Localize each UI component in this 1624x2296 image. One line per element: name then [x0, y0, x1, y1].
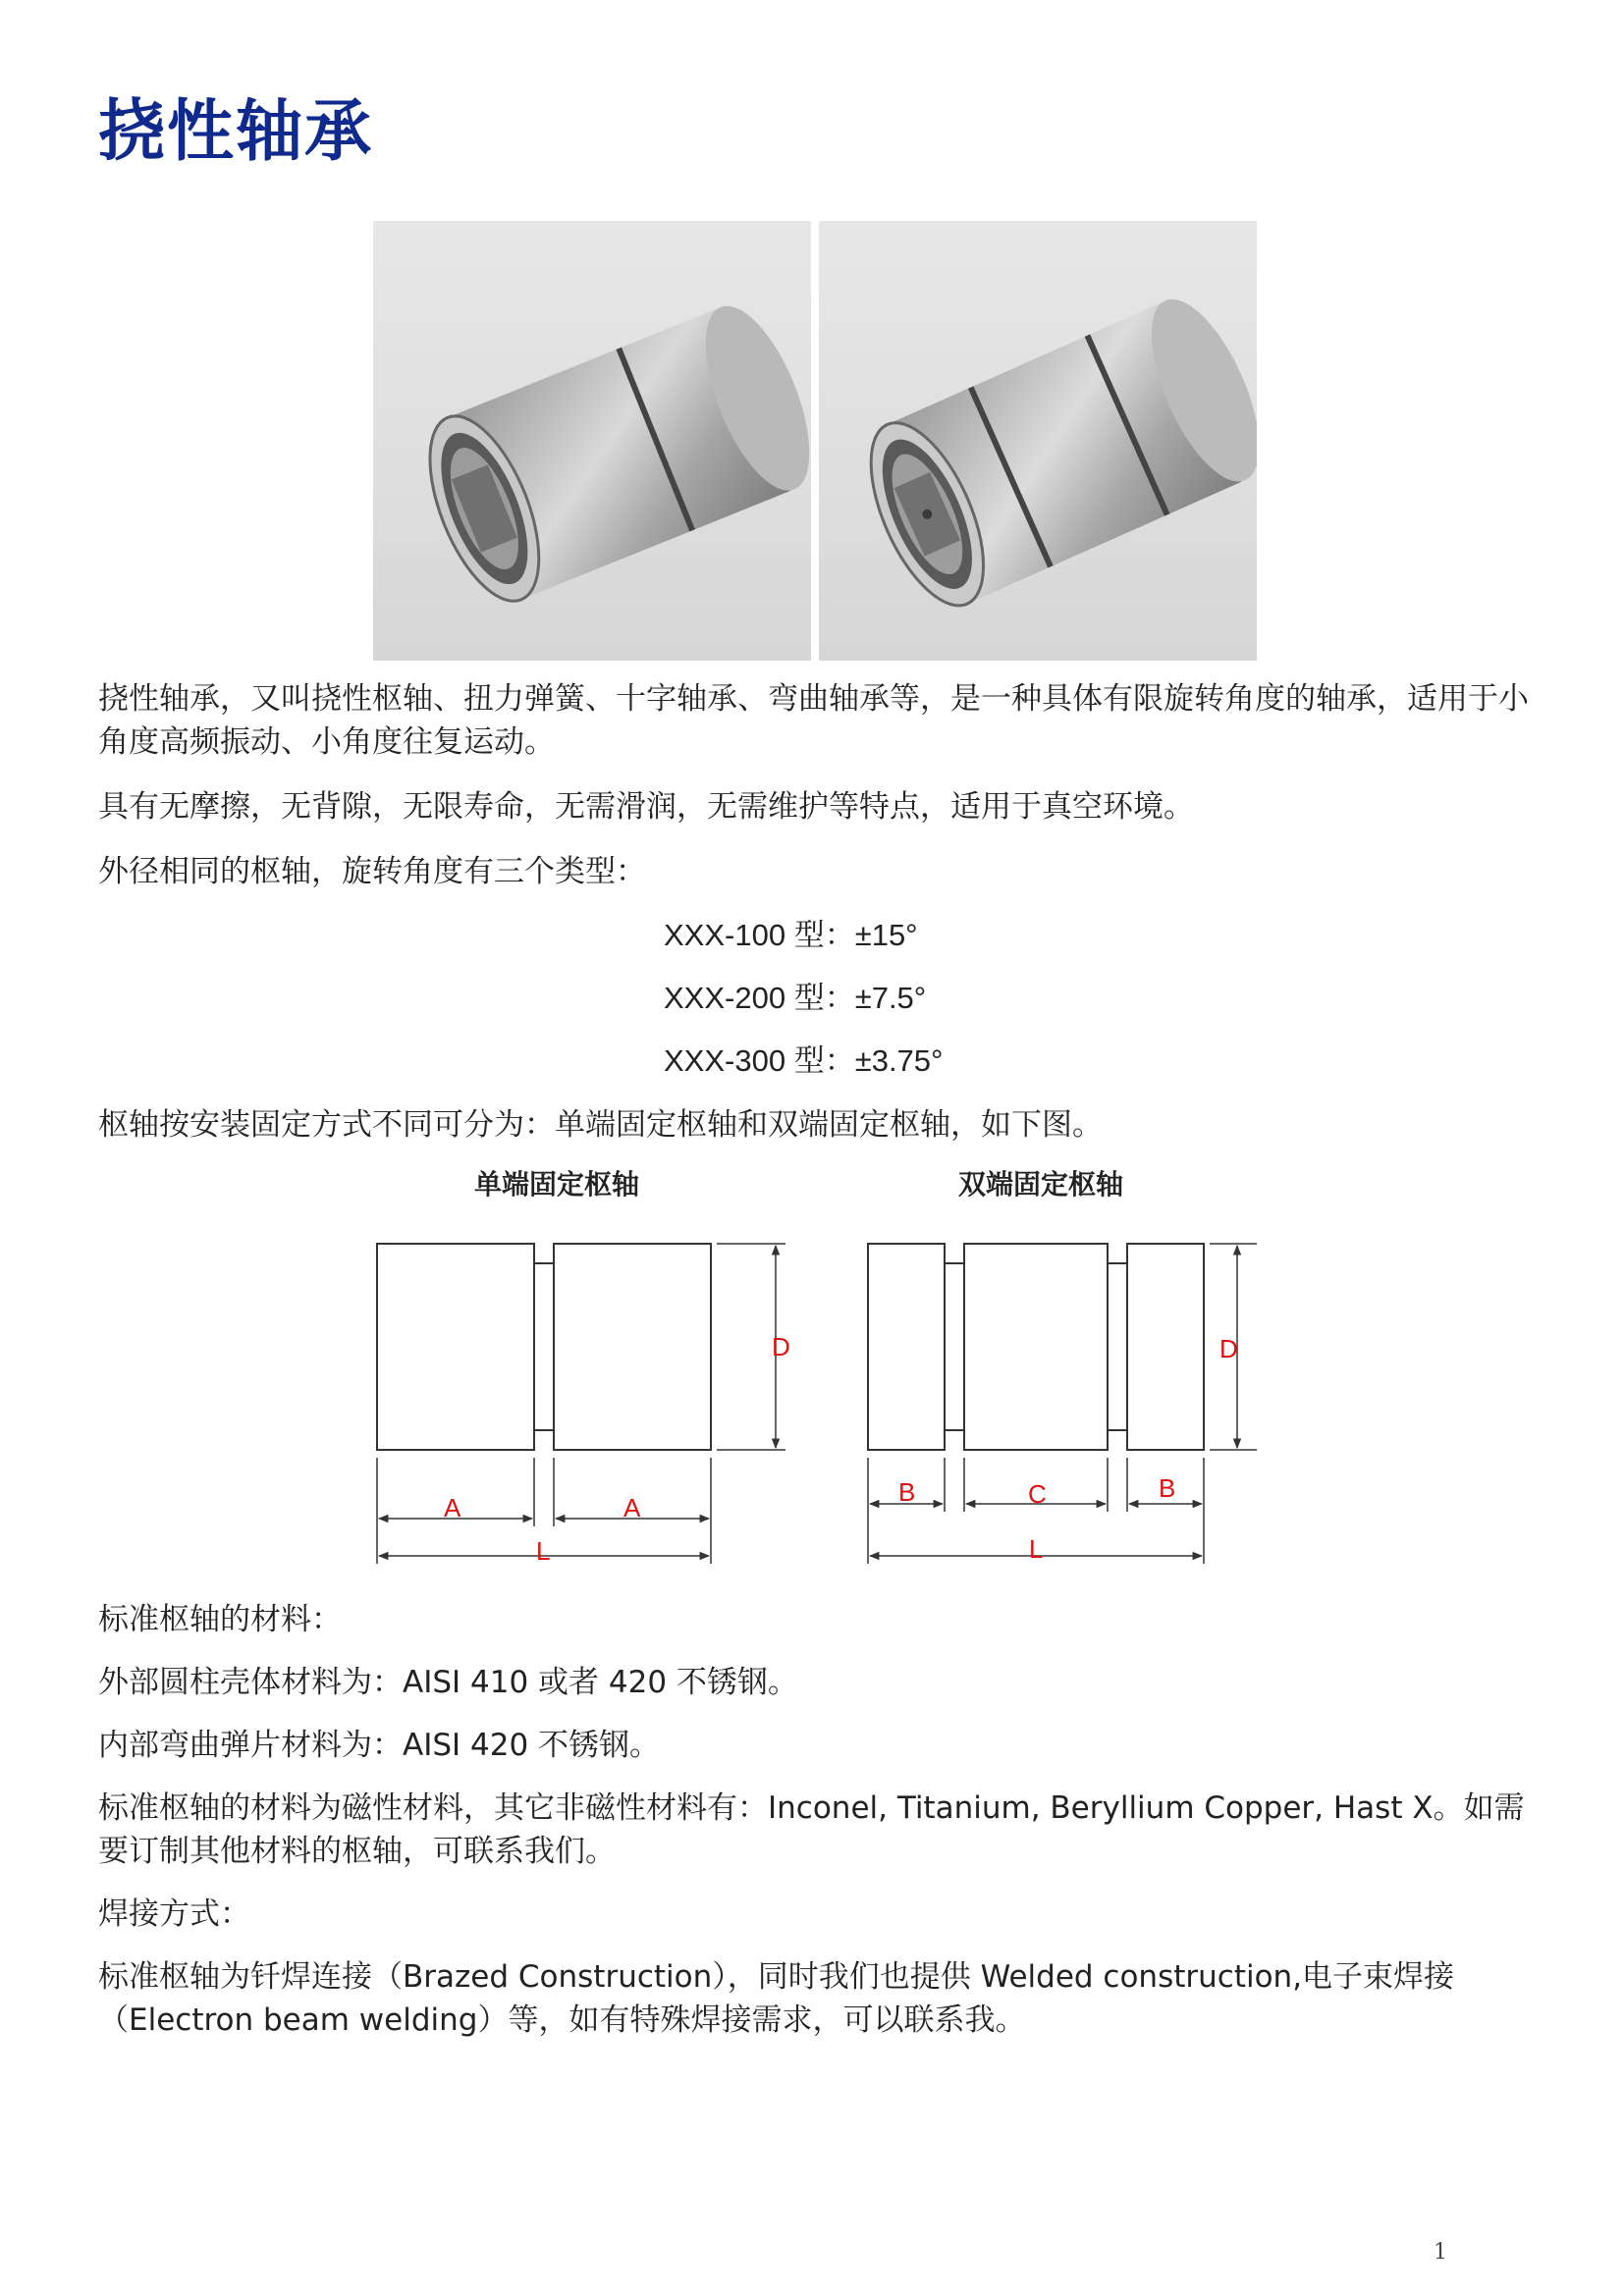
single-end-title: 单端固定枢轴 [473, 1168, 639, 1201]
photo-double-end-pivot [819, 221, 1257, 661]
double-gap-right [1108, 1263, 1127, 1430]
outer-material: 外部圆柱壳体材料为：AISI 410 或者 420 不锈钢。 [98, 1665, 798, 1700]
label-d-double: D [1219, 1334, 1238, 1363]
mounting-diagram-svg [373, 1163, 1257, 1575]
product-photos [373, 221, 1257, 661]
single-end-drawing [377, 1244, 785, 1564]
label-b1: B [898, 1477, 916, 1507]
single-gap [534, 1263, 554, 1430]
label-l-single: L [536, 1536, 551, 1566]
nonmagnetic-paragraph: 标准枢轴的材料为磁性材料，其它非磁性材料有：Inconel, Titanium, Beryllium Copper, Hast X。如需要订制其他材料的枢轴，可联系我们。 [98, 1790, 1525, 1869]
features-paragraph: 具有无摩擦，无背隙，无限寿命，无需滑润，无需维护等特点，适用于真空环境。 [98, 789, 1194, 825]
label-d-single: D [772, 1332, 790, 1362]
single-cylinder-right [554, 1244, 711, 1450]
inner-material: 内部弯曲弹片材料为：AISI 420 不锈钢。 [98, 1728, 661, 1763]
mounting-diagram [373, 1163, 1257, 1575]
label-c: C [1028, 1479, 1047, 1509]
spec-100: XXX-100 型：±15° [664, 918, 918, 952]
materials-title: 标准枢轴的材料： [98, 1602, 342, 1637]
double-cylinder-center [964, 1244, 1108, 1450]
label-l-double: L [1029, 1534, 1044, 1564]
mounting-paragraph: 枢轴按安装固定方式不同可分为：单端固定枢轴和双端固定枢轴，如下图。 [98, 1107, 1103, 1143]
double-gap-left [945, 1263, 964, 1430]
double-end-title: 双端固定枢轴 [957, 1168, 1123, 1201]
spec-300: XXX-300 型：±3.75° [664, 1043, 944, 1078]
label-a2: A [623, 1493, 641, 1522]
page-title: 挠性轴承 [98, 92, 374, 171]
label-a1: A [444, 1493, 461, 1522]
single-cylinder-left [377, 1244, 534, 1450]
double-cylinder-right [1127, 1244, 1204, 1450]
intro-paragraph: 挠性轴承，又叫挠性枢轴、扭力弹簧、十字轴承、弯曲轴承等，是一种具体有限旋转角度的轴承，适用于小角度高频振动、小角度往复运动。 [98, 681, 1529, 760]
page-number: 1 [1434, 2240, 1447, 2265]
photo-single-end-pivot [373, 221, 811, 661]
label-b2: B [1159, 1473, 1176, 1503]
double-end-drawing [868, 1244, 1257, 1564]
double-cylinder-left [868, 1244, 945, 1450]
spec-200: XXX-200 型：±7.5° [664, 981, 927, 1015]
types-intro: 外径相同的枢轴，旋转角度有三个类型： [98, 854, 646, 889]
welding-paragraph: 标准枢轴为钎焊连接（Brazed Construction），同时我们也提供 Welded construction,电子束焊接（Electron beam welding）等，如有特殊焊接需求，可以联系我。 [98, 1959, 1455, 2038]
welding-title: 焊接方式： [98, 1896, 250, 1932]
